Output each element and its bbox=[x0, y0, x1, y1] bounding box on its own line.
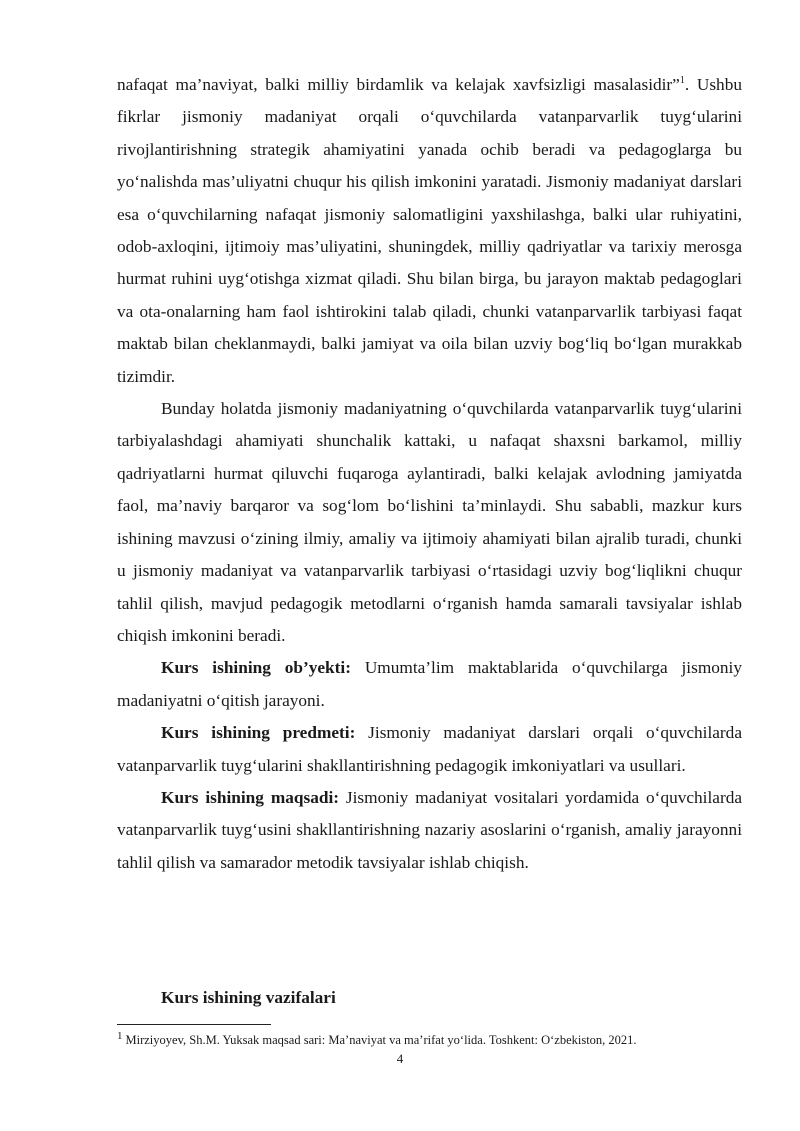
footnote-text: Mirziyoyev, Sh.M. Yuksak maqsad sari: Ma’naviyat va ma’rifat yo‘lida. Toshkent: O‘zbekiston, 2021. bbox=[125, 1033, 637, 1047]
paragraph-continuation bbox=[117, 69, 742, 393]
subject-text: Jismoniy madaniyat darslari orqali o‘quvchilarda vatanparvarlik tuyg‘ularini shakllantirishning pedagogik imkoniyatlari va usullari. bbox=[117, 723, 742, 775]
footnote-divider bbox=[117, 1024, 271, 1025]
aim-text: Jismoniy madaniyat vositalari yordamida o‘quvchilarda vatanparvarlik tuyg‘usini shakllantirishning nazariy asoslarini o‘rganish, amaliy jarayonni tahlil qilish va samarador metodik tavsiyalar ishlab chiqish. bbox=[117, 787, 743, 872]
section-heading: Kurs ishining vazifalari bbox=[161, 988, 336, 1007]
paragraph-1-text: nafaqat ma’naviyat, balki milliy birdamlik va kelajak xavfsizligi masalasidir” bbox=[117, 75, 680, 94]
subject-label: Kurs ishining predmeti: bbox=[161, 723, 356, 743]
paragraph-subject bbox=[117, 717, 742, 782]
paragraph-aim bbox=[117, 782, 742, 879]
footnote bbox=[117, 1029, 637, 1048]
object-text: Umumta’lim maktablarida o‘quvchilarga jismoniy madaniyatni o‘qitish jarayoni. bbox=[117, 658, 742, 710]
paragraph-1-tail: . Ushbu fikrlar jismoniy madaniyat orqali o‘quvchilarda vatanparvarlik tuyg‘ularini rivojlantirishning strategik ahamiyatini yanada ochib beradi va pedagoglarga bu yo‘nalishda mas’uliyatni chuqur his qilish imkonini yaratadi. Jismoniy madaniyat darslari esa o‘quvchilarning nafaqat jismoniy salomatligini yaxshilashga, balki ular ruhiyatini, odob-axloqini, ijtimoiy mas’uliyatini, shuningdek, milliy qadriyatlar va tarixiy merosga hurmat ruhini uyg‘otishga xizmat qiladi. Shu bilan birga, bu jarayon maktab pedagoglari va ota-onalarning ham faol ishtirokini talab qiladi, chunki vatanparvarlik tarbiyasi faqat maktab bilan cheklanmaydi, balki jamiyat va oila bilan uzviy bog‘liq bo‘lgan murakkab tizimdir. bbox=[117, 75, 742, 386]
object-label: Kurs ishining ob’yekti: bbox=[161, 658, 351, 678]
paragraph-object bbox=[117, 652, 742, 717]
footnote-reference: 1 bbox=[679, 75, 685, 87]
body-text bbox=[117, 69, 742, 879]
aim-label: Kurs ishining maqsadi: bbox=[161, 787, 340, 807]
page-number: 4 bbox=[396, 1051, 404, 1066]
paragraph-2: Bunday holatda jismoniy madaniyatning o‘quvchilarda vatanparvarlik tuyg‘ularini tarbiyalashdagi ahamiyati shunchalik kattaki, u nafaqat shaxsni barkamol, milliy qadriyatlarni hurmat qiluvchi fuqaroga aylantiradi, balki kelajak avlodning jamiyatda faol, ma’naviy barqaror va sog‘lom bo‘lishini ta’minlaydi. Shu sababli, mazkur kurs ishining mavzusi o‘zining ilmiy, amaliy va ijtimoiy ahamiyati bilan ajralib turadi, chunki u jismoniy madaniyat va vatanparvarlik tarbiyasi o‘rtasidagi uzviy bog‘liqlikni chuqur tahlil qilish, mavjud pedagogik metodlarni o‘rganish hamda samarali tavsiyalar ishlab chiqish imkonini beradi. bbox=[117, 399, 742, 645]
footnote-number: 1 bbox=[117, 1029, 123, 1042]
